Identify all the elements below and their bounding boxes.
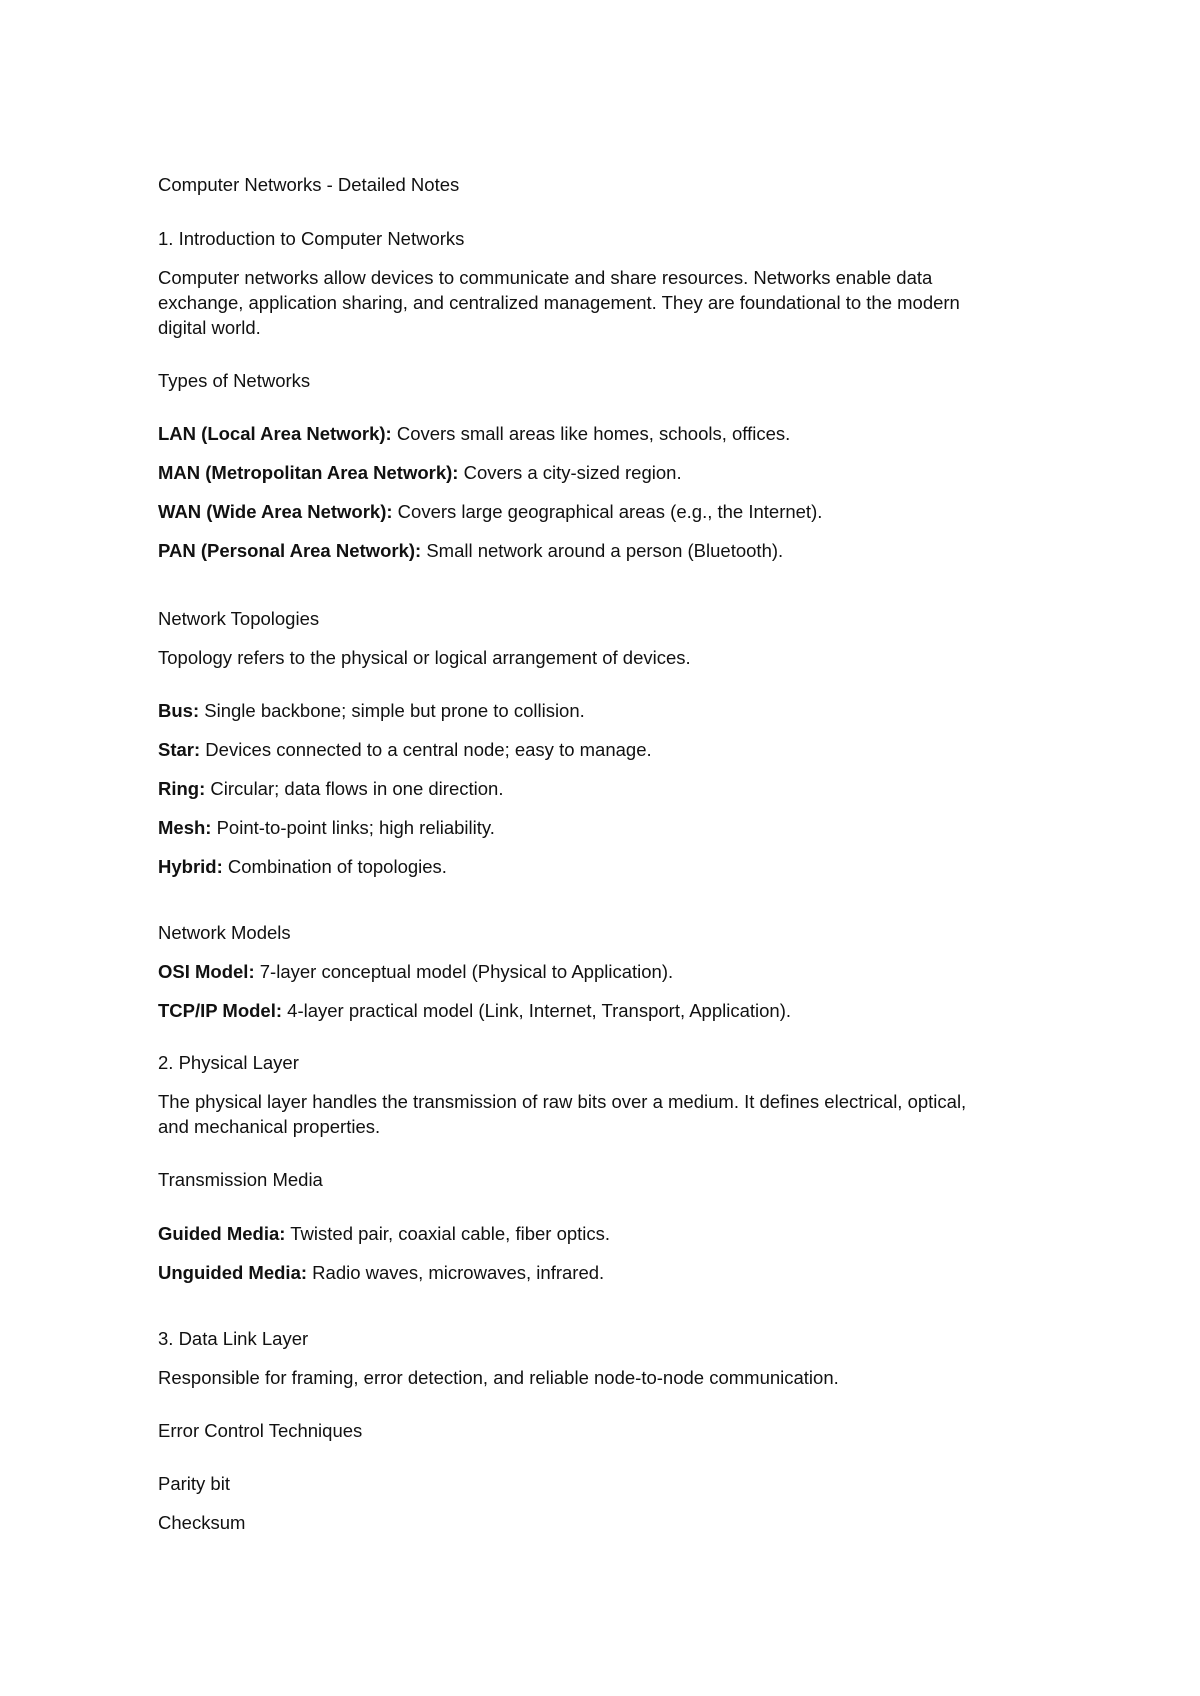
list-item	[158, 421, 790, 446]
document-title: Computer Networks - Detailed Notes	[158, 174, 460, 195]
paragraph-line: and mechanical properties.	[158, 1116, 381, 1137]
list-item	[158, 1260, 604, 1285]
list-item-term: Bus:	[158, 700, 200, 721]
list-item-term: WAN (Wide Area Network):	[158, 501, 393, 522]
list-item-desc: Point-to-point links; high reliability.	[211, 817, 495, 838]
list-item-desc: Single backbone; simple but prone to collision.	[199, 700, 585, 721]
list-item	[158, 460, 682, 485]
paragraph-line: Computer networks allow devices to communicate and share resources. Networks enable data	[158, 267, 933, 288]
list-item-desc: Covers a city-sized region.	[458, 462, 682, 483]
section-heading-error-control: Error Control Techniques	[158, 1420, 363, 1441]
list-item-desc: Radio waves, microwaves, infrared.	[307, 1262, 605, 1283]
list-item-desc: 7-layer conceptual model (Physical to Application).	[254, 961, 674, 982]
paragraph-line: exchange, application sharing, and centralized management. They are foundational to the modern	[158, 292, 960, 313]
section-heading-topologies: Network Topologies	[158, 608, 320, 629]
list-item-term: TCP/IP Model:	[158, 1000, 283, 1021]
list-item: Parity bit	[158, 1473, 230, 1494]
list-item	[158, 854, 447, 879]
paragraph-line: The physical layer handles the transmission of raw bits over a medium. It defines electrical, optical,	[158, 1091, 967, 1112]
list-item-term: MAN (Metropolitan Area Network):	[158, 462, 459, 483]
section-heading-physical: 2. Physical Layer	[158, 1052, 299, 1073]
list-item-desc: Circular; data flows in one direction.	[205, 778, 504, 799]
paragraph-line: digital world.	[158, 317, 261, 338]
datalink-intro: Responsible for framing, error detection, and reliable node-to-node communication.	[158, 1367, 839, 1388]
list-item-desc: Small network around a person (Bluetooth).	[421, 540, 784, 561]
list-item-desc: Twisted pair, coaxial cable, fiber optics.	[285, 1223, 611, 1244]
list-item-term: Star:	[158, 739, 201, 760]
list-item-desc: 4-layer practical model (Link, Internet, Transport, Application).	[282, 1000, 792, 1021]
list-item	[158, 815, 495, 840]
list-item-term: OSI Model:	[158, 961, 255, 982]
list-item-term: Unguided Media:	[158, 1262, 308, 1283]
list-item-desc: Combination of topologies.	[222, 856, 447, 877]
section-heading-datalink: 3. Data Link Layer	[158, 1328, 309, 1349]
physical-paragraph	[158, 1089, 1058, 1139]
list-item-desc: Devices connected to a central node; easy to manage.	[200, 739, 652, 760]
list-item-term: Mesh:	[158, 817, 212, 838]
list-item	[158, 737, 652, 762]
list-item-term: Guided Media:	[158, 1223, 286, 1244]
list-item	[158, 538, 783, 563]
list-item	[158, 776, 503, 801]
list-item	[158, 698, 585, 723]
list-item: Checksum	[158, 1512, 246, 1533]
list-item-term: PAN (Personal Area Network):	[158, 540, 422, 561]
section-heading-models: Network Models	[158, 922, 291, 943]
section-heading-media: Transmission Media	[158, 1169, 323, 1190]
list-item	[158, 499, 822, 524]
list-item	[158, 998, 791, 1023]
topologies-intro: Topology refers to the physical or logical arrangement of devices.	[158, 647, 691, 668]
list-item	[158, 959, 673, 984]
list-item-desc: Covers small areas like homes, schools, offices.	[391, 423, 791, 444]
list-item-desc: Covers large geographical areas (e.g., the Internet).	[392, 501, 823, 522]
list-item-term: Hybrid:	[158, 856, 223, 877]
list-item-term: LAN (Local Area Network):	[158, 423, 392, 444]
section-heading-types: Types of Networks	[158, 370, 311, 391]
intro-paragraph	[158, 265, 1058, 340]
list-item	[158, 1221, 610, 1246]
list-item-term: Ring:	[158, 778, 206, 799]
section-heading-intro: 1. Introduction to Computer Networks	[158, 228, 465, 249]
